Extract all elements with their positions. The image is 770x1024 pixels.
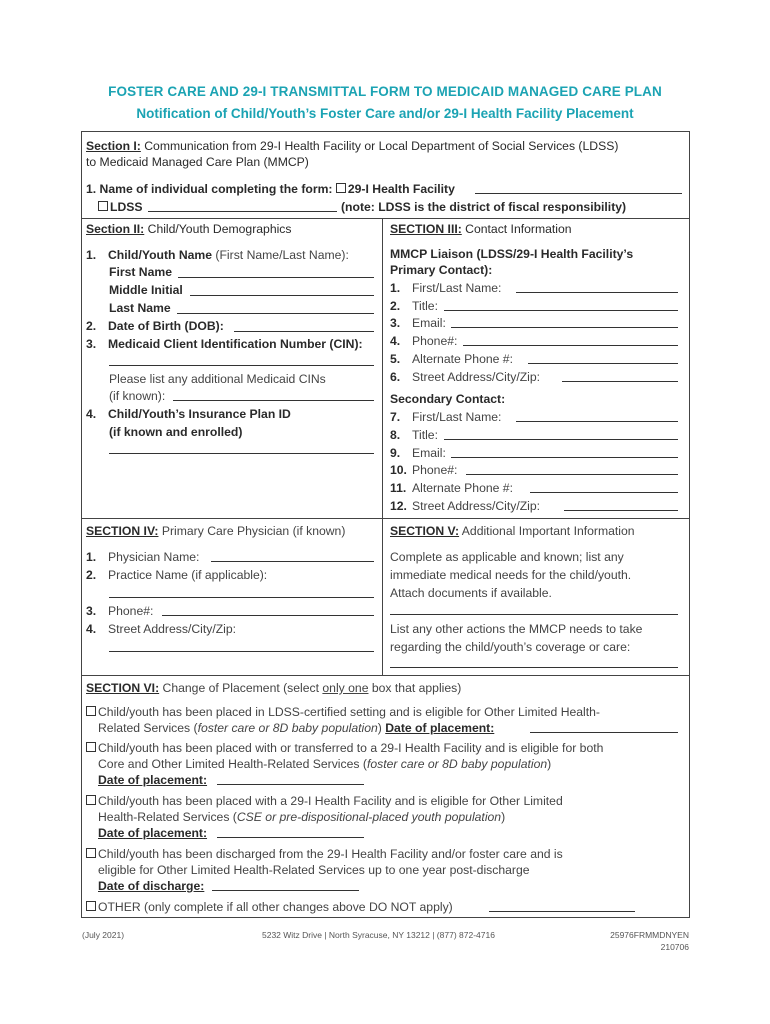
contact-email-field[interactable] — [451, 327, 678, 328]
practice-name-field[interactable] — [109, 597, 374, 598]
item-dob: 2. Date of Birth (DOB): — [86, 319, 224, 333]
contact-email: 3. Email: — [390, 316, 446, 330]
other-field[interactable] — [489, 911, 635, 912]
item-child-name: 1. Child/Youth Name (First Name/Last Name): — [86, 248, 349, 262]
placement-option-3: Child/youth has been placed with a 29-I Health Facility and is eligible for Other Limited — [86, 794, 563, 809]
discharge-date-field[interactable] — [212, 890, 359, 891]
section5-title: SECTION V: Additional Important Information — [390, 524, 635, 538]
extra-cins-label: Please list any additional Medicaid CINs — [109, 372, 326, 386]
contact-address: 6. Street Address/City/Zip: — [390, 370, 541, 384]
checkbox-29i-other[interactable] — [86, 795, 96, 805]
cin-field[interactable] — [109, 365, 374, 366]
section1-text-line2: to Medicaid Managed Care Plan (MMCP) — [86, 155, 309, 169]
placement-option-4-line2: eligible for Other Limited Health-Related Services up to one year post-discharge — [98, 863, 530, 877]
checkbox-discharged[interactable] — [86, 848, 96, 858]
medical-needs-field[interactable] — [390, 614, 678, 615]
practice-name: 2. Practice Name (if applicable): — [86, 568, 268, 582]
checkbox-29i[interactable] — [336, 183, 346, 193]
primary-contact-heading: MMCP Liaison (LDSS/29-I Health Facility’s — [390, 247, 634, 261]
middle-initial-field[interactable] — [190, 295, 374, 296]
section5-instructions-2: immediate medical needs for the child/youth. — [390, 568, 632, 582]
secondary-address: 12. Street Address/City/Zip: — [390, 499, 541, 513]
physician-phone-field[interactable] — [162, 615, 374, 616]
physician-phone: 3. Phone#: — [86, 604, 154, 618]
completer-ldss-field[interactable] — [148, 211, 337, 212]
middle-initial-label: Middle Initial — [109, 283, 183, 297]
contact-first-last-name: 1. First/Last Name: — [390, 281, 502, 295]
checkbox-ldss-certified[interactable] — [86, 706, 96, 716]
extra-cins-field[interactable] — [173, 400, 374, 401]
section6-title: SECTION VI: Change of Placement (select only one box that applies) — [86, 681, 462, 695]
placement-date-2-field[interactable] — [217, 784, 364, 785]
section3-title: SECTION III: Contact Information — [390, 222, 572, 236]
placement-option-2: Child/youth has been placed with or transferred to a 29-I Health Facility and is eligible for both — [86, 741, 603, 756]
physician-name: 1. Physician Name: — [86, 550, 200, 564]
contact-alt-phone: 5. Alternate Phone #: — [390, 352, 513, 366]
placement-option-2-line2: Core and Other Limited Health-Related Services (foster care or 8D baby population) — [98, 757, 552, 771]
completer-29i-field[interactable] — [475, 193, 682, 194]
discharge-date-label: Date of discharge: — [98, 879, 205, 893]
secondary-email-field[interactable] — [451, 457, 678, 458]
section1-heading: Section I: — [86, 139, 141, 153]
physician-address: 4. Street Address/City/Zip: — [86, 622, 237, 636]
placement-date-3-label: Date of placement: — [98, 826, 208, 840]
placement-date-1-field[interactable] — [530, 732, 678, 733]
secondary-contact-heading: Secondary Contact: — [390, 392, 506, 406]
column-divider — [382, 218, 383, 675]
divider — [81, 675, 689, 676]
placement-option-1-line2: Related Services (foster care or 8D baby population) Date of placement: — [98, 721, 495, 735]
q1-label: 1. Name of individual completing the form: 29-I Health Facility — [86, 182, 455, 196]
item-cin: 3. Medicaid Client Identification Number (CIN): — [86, 337, 363, 351]
footer-date: (July 2021) — [82, 930, 125, 940]
contact-name-field[interactable] — [516, 292, 678, 293]
primary-contact-heading-2: Primary Contact): — [390, 263, 493, 277]
last-name-label: Last Name — [109, 301, 171, 315]
checkbox-29i-core[interactable] — [86, 742, 96, 752]
section5-instructions: Complete as applicable and known; list any — [390, 550, 624, 564]
secondary-address-field[interactable] — [564, 510, 678, 511]
dob-field[interactable] — [234, 331, 374, 332]
section4-title: SECTION IV: Primary Care Physician (if known) — [86, 524, 346, 538]
plan-id-label-2: (if known and enrolled) — [109, 425, 243, 439]
footer-code: 25976FRMMDNYEN — [610, 930, 689, 940]
secondary-title: 8. Title: — [390, 428, 438, 442]
extra-cins-label-2: (if known): — [109, 389, 166, 403]
footer-address: 5232 Witz Drive | North Syracuse, NY 13212 | (877) 872-4716 — [262, 930, 495, 940]
plan-id-field[interactable] — [109, 453, 374, 454]
secondary-title-field[interactable] — [444, 439, 678, 440]
section1-text: Section I: Communication from 29-I Health Facility or Local Department of Social Services (LDSS) — [86, 139, 619, 153]
item-plan-id: 4. Child/Youth’s Insurance Plan ID — [86, 407, 291, 421]
contact-address-field[interactable] — [562, 381, 678, 382]
checkbox-ldss[interactable] — [98, 201, 108, 211]
ldss-option: LDSS — [98, 200, 143, 215]
placement-option-1: Child/youth has been placed in LDSS-certified setting and is eligible for Other Limited Health- — [86, 705, 600, 720]
placement-date-3-field[interactable] — [217, 837, 364, 838]
secondary-alt-phone-field[interactable] — [530, 492, 678, 493]
last-name-field[interactable] — [177, 313, 374, 314]
form-title: FOSTER CARE AND 29-I TRANSMITTAL FORM TO MEDICAID MANAGED CARE PLAN — [108, 84, 662, 99]
secondary-email: 9. Email: — [390, 446, 446, 460]
placement-option-4: Child/youth has been discharged from the 29-I Health Facility and/or foster care and is — [86, 847, 563, 862]
placement-option-3-line2: Health-Related Services (CSE or pre-dispositional-placed youth population) — [98, 810, 506, 824]
section2-title: Section II: Child/Youth Demographics — [86, 222, 292, 236]
section5-actions-label-2: regarding the child/youth’s coverage or care: — [390, 640, 631, 654]
contact-title-field[interactable] — [444, 310, 678, 311]
section5-actions-label: List any other actions the MMCP needs to take — [390, 622, 643, 636]
physician-name-field[interactable] — [211, 561, 374, 562]
contact-alt-phone-field[interactable] — [528, 363, 678, 364]
contact-phone-field[interactable] — [463, 345, 678, 346]
footer-code-2: 210706 — [660, 942, 689, 952]
secondary-name-field[interactable] — [516, 421, 678, 422]
placement-date-2-label: Date of placement: — [98, 773, 208, 787]
form-subtitle: Notification of Child/Youth’s Foster Care and/or 29-I Health Facility Placement — [136, 106, 634, 121]
mmcp-actions-field[interactable] — [390, 667, 678, 668]
first-name-label: First Name — [109, 265, 172, 279]
secondary-alt-phone: 11. Alternate Phone #: — [390, 481, 513, 495]
secondary-phone: 10. Phone#: — [390, 463, 458, 477]
divider — [81, 218, 689, 219]
first-name-field[interactable] — [178, 277, 374, 278]
ldss-note: (note: LDSS is the district of fiscal responsibility) — [341, 200, 627, 214]
section5-instructions-3: Attach documents if available. — [390, 586, 552, 600]
secondary-phone-field[interactable] — [466, 474, 678, 475]
divider — [81, 518, 689, 519]
secondary-first-last-name: 7. First/Last Name: — [390, 410, 502, 424]
physician-address-field[interactable] — [109, 651, 374, 652]
checkbox-other[interactable] — [86, 901, 96, 911]
contact-phone: 4. Phone#: — [390, 334, 458, 348]
contact-title: 2. Title: — [390, 299, 438, 313]
placement-option-other: OTHER (only complete if all other changes above DO NOT apply) — [86, 900, 453, 915]
